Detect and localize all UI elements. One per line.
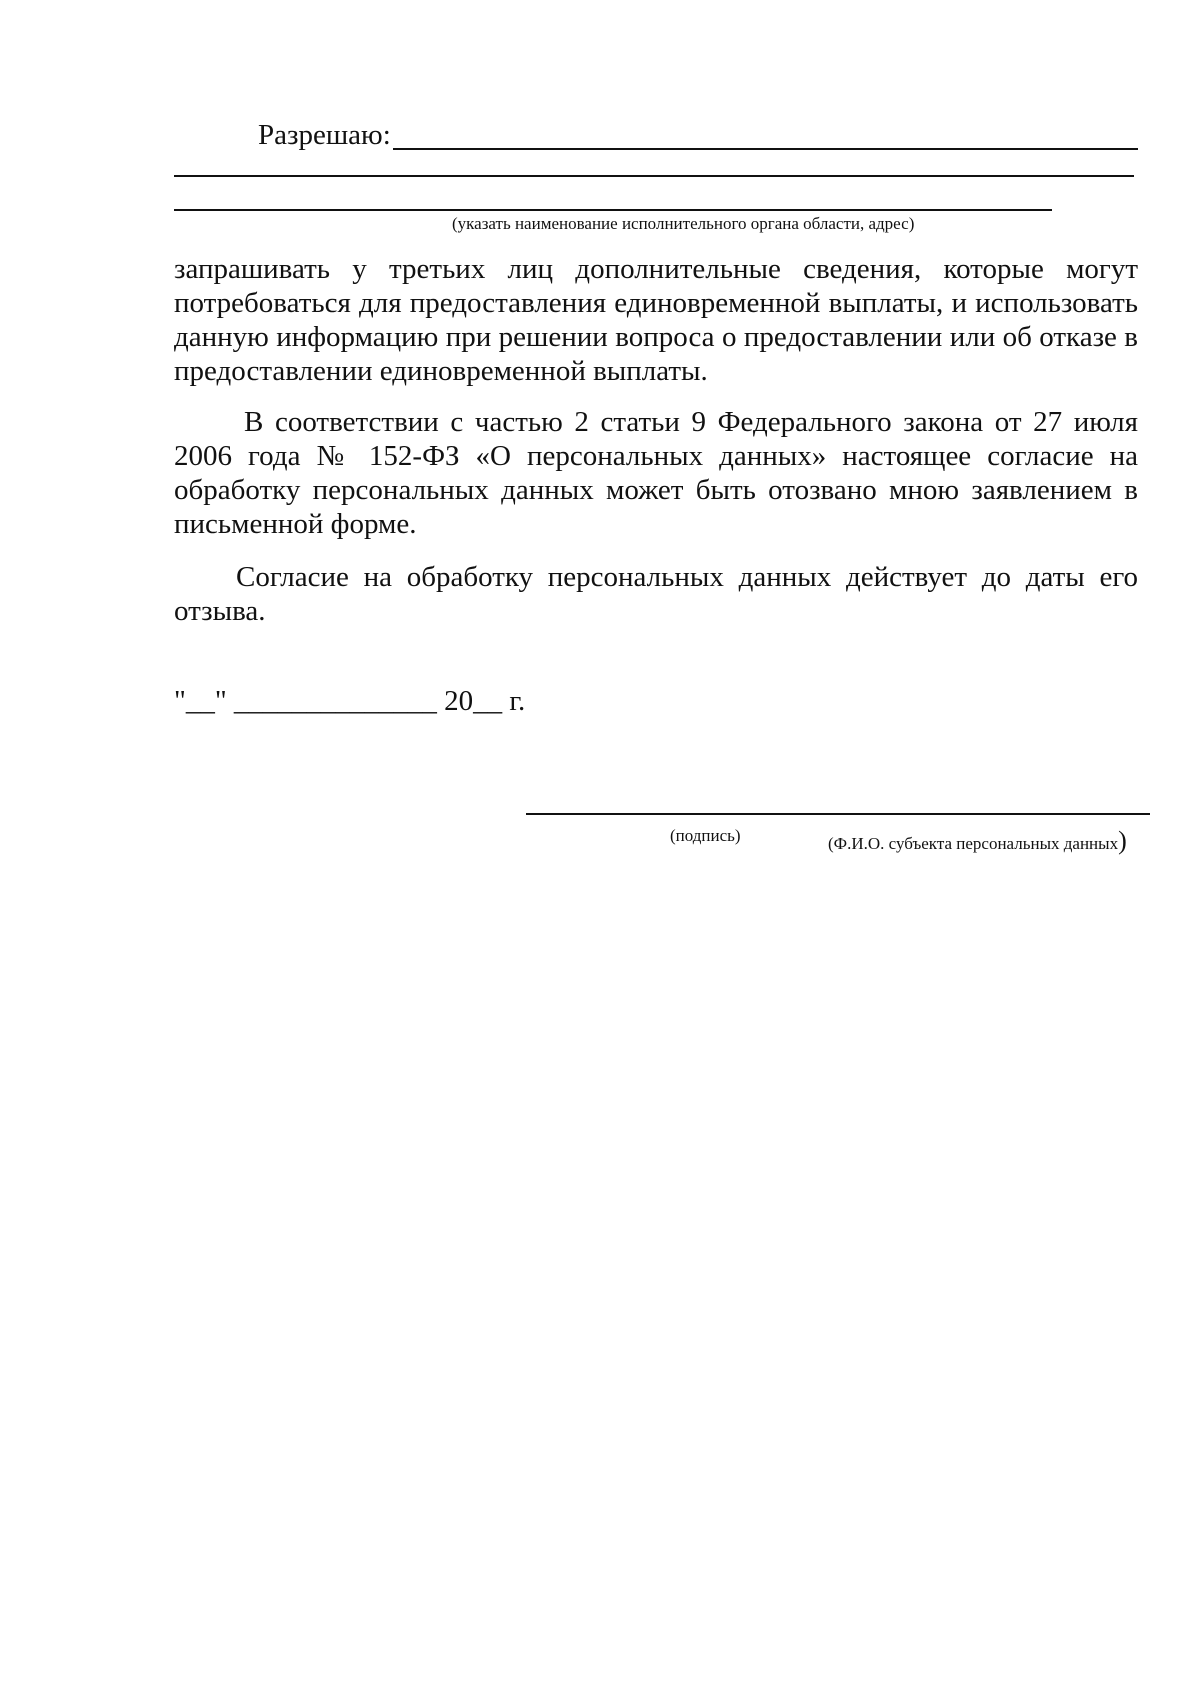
org-hint: (указать наименование исполнительного органа области, адрес)	[452, 214, 915, 233]
paragraph-withdrawal: В соответствии с частью 2 статьи 9 Федерального закона от 27 июля 2006 года № 152-ФЗ «О персональных данных» настоящее согласие на обработку персональных данных может быть отозвано мною заявлением в письменной форме.	[174, 406, 1138, 540]
date-line: "__" ______________ 20__ г.	[174, 685, 526, 717]
name-hint-close: )	[1118, 826, 1127, 855]
signature-line	[526, 813, 1150, 815]
paragraph-third-party-requests: запрашивать у третьих лиц дополнительные сведения, которые могут потребоваться для предоставления единовременной выплаты, и использовать данную информацию при решении вопроса о предоставлении или об отказе в предоставлении единовременной выплаты.	[174, 253, 1138, 387]
allow-label: Разрешаю:	[258, 119, 391, 151]
allow-blank-line	[393, 124, 1138, 150]
name-hint-text: (Ф.И.О. субъекта персональных данных	[828, 834, 1119, 853]
org-blank-line-2	[174, 209, 1052, 211]
paragraph-validity: Согласие на обработку персональных данных действует до даты его отзыва.	[174, 561, 1138, 627]
signature-hint: (подпись)	[670, 826, 741, 845]
org-blank-line-1	[174, 175, 1134, 177]
name-hint	[828, 826, 1127, 856]
allow-row	[258, 114, 1138, 150]
